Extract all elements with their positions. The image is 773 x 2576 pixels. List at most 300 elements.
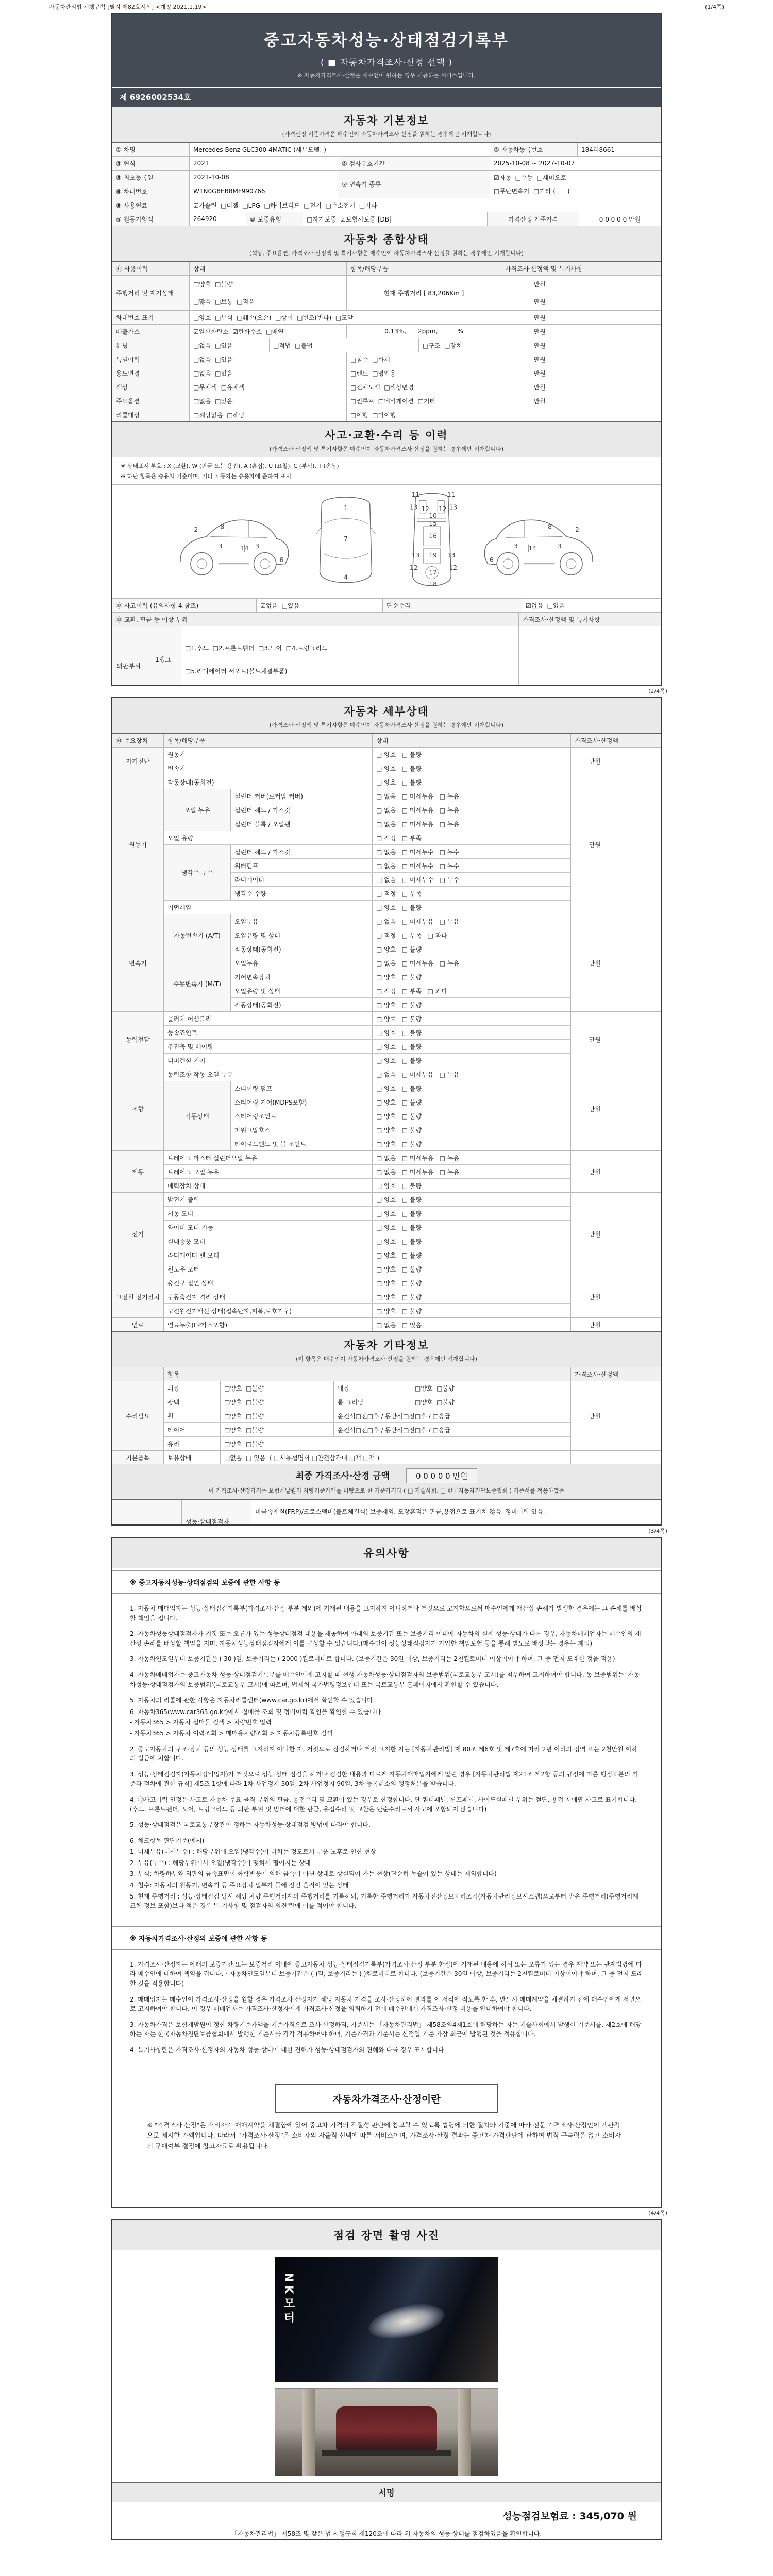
- inspection-period-value: 2025-10-08 ~ 2027-10-07: [494, 160, 575, 167]
- window-motor-state: □ 양호 □ 불량: [373, 1262, 571, 1276]
- detail-status-table: [112, 734, 661, 1331]
- emission-price: 만원: [501, 325, 578, 338]
- at-oil-leak-state: □ 없음 □ 미세누유 □ 누유: [373, 914, 571, 928]
- battery-isolation-state: □ 양호 □ 불량: [373, 1290, 571, 1303]
- notices-body-1: [112, 1597, 661, 1924]
- svg-text:2: 2: [194, 526, 198, 534]
- final-price-band: [112, 1464, 661, 1500]
- signature-lines: [112, 2526, 661, 2540]
- car-diagram-left-side: [171, 490, 294, 592]
- tire-position: 운전석□전□후 / 동반석□전□후 / □응급: [334, 1423, 571, 1436]
- selfdiag-engine-state: □ 양호 □ 불량: [373, 748, 571, 761]
- notice-1-4: 4. 자동차매매업자는 중고자동차 성능·상태점검기록부를 매수인에게 고지할 때 현행 자동차성능·상태점검자의 보증범위(국토교통부 고시)를 첨부하여 고지하여야 합니다. 동 보증범위는 '자동차성능·상태점검자의 보증범위'(국토교통부 고시)에 따르며, 법제처 국가법령정보센터 또는 국토교통부 홈페이지에서 확인할 수 있습니다.: [130, 1671, 640, 1688]
- tie-rod: 타이로드엔드 및 볼 조인트: [231, 1137, 373, 1150]
- sheet-page-3: [111, 1537, 662, 2208]
- accident-legend: [112, 457, 661, 485]
- special-history-label: 특별이력: [112, 352, 190, 366]
- engine-type-label: ⑨ 원동기형식: [112, 212, 190, 226]
- photos-title: 점검 장면 촬영 사진: [333, 2229, 440, 2242]
- notice-2: 2. 중고자동차의 구조·장치 등의 성능·상태를 고지하지 아니한 자, 거짓으로 점검하거나 거짓 고지한 자는 [자동차관리법] 제 80조 제6호 및 제7호에 따라 2년 이하의 징역 또는 2천만원 이하의 벌금에 처합니다.: [130, 1745, 637, 1762]
- selfdiag-trans-state: □ 양호 □ 불량: [373, 761, 571, 775]
- panel-repair-price: [519, 626, 578, 686]
- coolant-level: 냉각수 수량: [231, 887, 373, 900]
- vin-value: W1N0G8EB8MF990766: [190, 184, 338, 198]
- basic-items-remark: [571, 1451, 661, 1464]
- brake-booster: 배력장치 상태: [164, 1179, 373, 1192]
- mileage-state-2: □많음 □보통 □적음: [190, 293, 347, 310]
- special-history-price: 만원: [501, 352, 578, 366]
- title-band: [112, 14, 661, 87]
- notice-p2-3: 3. 자동차가격은 보험개발원이 정한 차량기준가액을 기준가격으로 조사·산정하되, 기준서는 「자동차관리법」 제58조의4제1호에 해당하는 자는 기술사회에서 발행한 기준서를, 제2호에 해당하는 자는 한국자동차진단보증협회에서 발행한 기준서를 각각 적용하여야 하며, 기준가격과 기준서는 산정일 기준 가장 최근에 발행된 것을 적용합니다.: [130, 2021, 642, 2038]
- mt-idle: 작동상태(공회전): [231, 998, 373, 1011]
- inspection-period-label: ④ 검사유효기간: [338, 157, 490, 170]
- tuning-label: 튜닝: [112, 338, 190, 352]
- usage-change-item: □렌트 □영업용: [347, 366, 501, 380]
- charge-port: 충전구 절연 상태: [164, 1276, 373, 1290]
- vin-mark-label: 차대번호 표기: [112, 311, 190, 324]
- svg-text:11: 11: [447, 491, 456, 499]
- starter-motor-state: □ 양호 □ 불량: [373, 1207, 571, 1220]
- steering-op-group: 작동상태: [164, 1081, 231, 1150]
- notices-body-2: [112, 1953, 661, 2069]
- options-remark: [578, 394, 661, 408]
- model-year-value: 2021: [190, 157, 338, 170]
- base-price-value: 0 0 0 0 0 만원: [599, 215, 641, 223]
- trans-group: 변속기: [112, 914, 164, 1011]
- car-diagram-bottom: [398, 490, 466, 592]
- hv-wiring: 고전원전기배선 상태(접속단자,피복,보호기구): [164, 1304, 373, 1317]
- differential-state: □ 양호 □ 불량: [373, 1054, 571, 1067]
- cool-cyl-head-state: □ 없음 □ 미세누수 □ 누수: [373, 845, 571, 858]
- other-col-item: 항목: [164, 1367, 571, 1381]
- page-meta: [49, 0, 724, 13]
- recall-remark: [501, 408, 661, 421]
- notice-6-4: 4. 침수: 자동차의 원동기, 변속기 등 주요장치 일부가 물에 잠긴 흔적이 있는 상태: [130, 1882, 349, 1889]
- power-hose: 파워고압호스: [231, 1123, 373, 1137]
- svg-text:3: 3: [255, 543, 260, 550]
- svg-text:6: 6: [490, 556, 494, 564]
- trans-remark: [619, 914, 661, 1011]
- exterior-state: □양호 □불량: [221, 1381, 334, 1395]
- vin-mark-remark: [578, 311, 661, 324]
- prop-shaft: 추진축 및 베어링: [164, 1040, 373, 1053]
- hv-group: 고전원 전기장치: [112, 1276, 164, 1317]
- oil-level-state: □ 적정 □ 부족: [373, 831, 571, 844]
- svg-text:6: 6: [279, 556, 284, 564]
- window-motor: 윈도우 모터: [164, 1262, 373, 1276]
- options-label: 주요옵션: [112, 394, 190, 408]
- svg-text:8: 8: [220, 523, 225, 531]
- cv-joint-state: □ 양호 □ 불량: [373, 1026, 571, 1039]
- basic-info-table: [112, 143, 661, 226]
- repair-remark: [619, 1381, 661, 1450]
- car-damage-diagrams: [112, 485, 661, 599]
- mt-group: 수동변속기 (M/T): [164, 956, 231, 1011]
- page-mark-2: (2/4쪽): [648, 688, 667, 694]
- other-info-table: [112, 1367, 661, 1464]
- emission-state: ☑일산화탄소 ☑탄화수소 □매연: [190, 325, 347, 338]
- cyl-cover-state: □ 없음 □ 미세누유 □ 누유: [373, 789, 571, 803]
- transmission-label: ⑦ 변속기 종류: [338, 171, 490, 198]
- special-history-remark: [578, 352, 661, 366]
- panel-repair-header-row: [112, 613, 661, 626]
- rank1-label: 1랭크: [145, 626, 181, 686]
- svg-text:14: 14: [241, 544, 249, 552]
- electric-group: 전기: [112, 1193, 164, 1276]
- trans-price: 만원: [571, 914, 619, 1011]
- page-number-1: (1/4쪽): [705, 4, 724, 10]
- inspection-photo-1: [275, 2257, 498, 2382]
- engine-type-value: 264920: [190, 212, 246, 226]
- selfdiag-remark: [619, 748, 661, 775]
- first-reg-value: 2021-10-08: [190, 171, 338, 184]
- hv-price: 만원: [571, 1276, 619, 1317]
- svg-text:11: 11: [411, 491, 420, 499]
- svg-text:12: 12: [410, 564, 418, 572]
- overall-status-table: [112, 262, 661, 421]
- notices-header: [112, 1538, 661, 1568]
- recall-state: □해당없음 □해당: [190, 408, 347, 421]
- brake-oil-state: □ 없음 □ 미세누유 □ 누유: [373, 1165, 571, 1178]
- price-definition-box: [133, 2076, 640, 2163]
- brake-price: 만원: [571, 1151, 619, 1192]
- price-definition-body: ※ "가격조사·산정"은 소비자가 매매계약을 체결함에 있어 중고차 가격의 적절성 판단에 참고할 수 있도록 법령에 의한 절차와 기준에 따라 전문 가격조사·산정인이 객관적으로 제시한 가액입니다. 따라서 "가격조사·산정"은 소비자의 자율적 선택에 따른 서비스이며, 가격조사·산정 결과는 중고차 가격판단에 관하여 법적 구속력은 없고 소비자의 구매여부 결정에 참고자료로 활용됩니다.: [147, 2121, 621, 2150]
- tie-rod-state: □ 양호 □ 불량: [373, 1137, 571, 1150]
- steering-gear-state: □ 양호 □ 불량: [373, 1095, 571, 1109]
- vin-mark-state: □양호 □부식 □훼손(오손) □상이 □변조(변타) □도말: [190, 311, 501, 324]
- hv-remark: [619, 1276, 661, 1317]
- notice-1-5: 5. 자동차의 리콜에 관한 사항은 자동차리콜센터(www.car.go.kr)에서 확인할 수 있습니다.: [130, 1697, 375, 1704]
- page-mark-4: (4/4쪽): [648, 2210, 667, 2216]
- page-mark-3: (3/4쪽): [648, 1528, 667, 1534]
- other-info-header: [112, 1331, 661, 1367]
- sheet-page-1: [111, 13, 662, 686]
- polish: 광택: [164, 1395, 221, 1409]
- passenger-car-note: ※ 하단 항목은 승용차 기준이며, 기타 자동차는 승용차에 준하여 표시: [121, 473, 292, 480]
- rank1-items: □1.후드 □2.프론트휀더 □3.도어 □4.트렁크리드 □5.라디에이터 서포트(볼트체결부품): [181, 626, 519, 686]
- powertrain-group: 동력전달: [112, 1012, 164, 1067]
- holding-status: 보유상태: [164, 1451, 221, 1464]
- radiator-state: □ 없음 □ 미세누수 □ 누수: [373, 873, 571, 886]
- coolant-level-state: □ 적정 □ 부족: [373, 887, 571, 900]
- overall-col-price: 가격조사·산정액 및 특기사항: [505, 265, 583, 273]
- detail-status-header: [112, 698, 661, 734]
- steering-gear: 스티어링 기어(MDPS포함): [231, 1095, 373, 1109]
- steering-group: 조향: [112, 1067, 164, 1150]
- at-oil-state-state: □ 적정 □ 부족 □ 과다: [373, 928, 571, 942]
- basic-info-header: [112, 107, 661, 143]
- engine-idle-state: □ 양호 □ 불량: [373, 775, 571, 789]
- insurance-fee: 성능점검보험료 : 345,070 원: [502, 2511, 637, 2522]
- transmission-checkboxes-1: ☑자동 □수동 □세미오토: [494, 174, 567, 181]
- form-title: 중고자동차성능·상태점검기록부: [263, 31, 510, 50]
- final-price-value: 0 0 0 0 0 만원: [406, 1468, 478, 1483]
- svg-text:12: 12: [449, 564, 458, 572]
- svg-text:2: 2: [575, 526, 579, 534]
- wiper-motor-state: □ 양호 □ 불량: [373, 1221, 571, 1234]
- fuel-label: ⑧ 사용연료: [112, 198, 190, 212]
- svg-text:18: 18: [429, 580, 437, 588]
- at-oil-leak: 오일누유: [231, 914, 373, 928]
- other-info-title: 자동차 기타정보: [344, 1339, 429, 1351]
- hv-wiring-state: □ 양호 □ 불량: [373, 1304, 571, 1317]
- electric-remark: [619, 1193, 661, 1276]
- lift-post-left: [302, 2389, 315, 2476]
- notice-1-6a: - 자동차365 > 자동차 실매물 검색 > 차량번호 입력: [130, 1719, 272, 1726]
- engine-oil-leak-group: 오일 누유: [164, 789, 231, 831]
- notices-section1-title: ※ 중고자동차성능·상태점검의 보증에 관한 사항 등: [112, 1570, 661, 1594]
- usage-change-price: 만원: [501, 366, 578, 380]
- other-col-blank: [112, 1367, 164, 1381]
- notice-p2-2: 2. 매매업자는 매수인이 가격조사·산정을 원할 경우 가격조사·산정자가 해당 자동차 가격을 조사·산정하여 결과를 이 서식에 적도록 한 후, 반드시 매매계약을 체결하기 전에 매수인에게 서면으로 고지하여야 합니다. 이 경우 매매업자는 가격조사·산정자에게 가격조사·산정을 의뢰하기 전에 매수인에게 가격조사·산정 비용을 안내하여야 합니다.: [130, 1995, 641, 2013]
- cyl-cover: 실린더 커버(로커암 커버): [231, 789, 373, 803]
- common-rail-state: □ 양호 □ 불량: [373, 901, 571, 914]
- emission-label: 배출가스: [112, 325, 190, 338]
- fuel-remark: [619, 1318, 661, 1331]
- car-on-lift: [336, 2406, 437, 2451]
- exterior: 외장: [164, 1381, 221, 1395]
- overall-status-note: (색상, 주요옵션, 가격조사·산정액 및 특기사항은 매수인이 자동차가격조사·산정을 원하는 경우에만 기재합니다): [249, 250, 524, 257]
- powertrain-remark: [619, 1012, 661, 1067]
- room-cleaning-state: □양호 □불량: [411, 1395, 571, 1409]
- power-hose-state: □ 양호 □ 불량: [373, 1123, 571, 1137]
- at-oil-state: 오일유량 및 상태: [231, 928, 373, 942]
- notice-p2-4: 4. 특기사항란은 가격조사·산정자의 자동차 성능·상태에 대한 견해가 성능·상태점검자의 견해와 다를 경우 표시합니다.: [130, 2046, 446, 2054]
- transmission-checkboxes-2: □무단변속기 □기타 ( ): [494, 188, 570, 195]
- polish-state: □양호 □불량: [221, 1395, 334, 1409]
- mt-gearshift-state: □ 양호 □ 불량: [373, 970, 571, 984]
- basic-info-note: (가격산정 기준가격은 매수인이 자동차가격조사·산정을 원하는 경우에만 기재합니다): [282, 131, 491, 138]
- engine-remark: [619, 775, 661, 914]
- outer-panel-group: 외판부위: [112, 626, 145, 686]
- steering-price: 만원: [571, 1067, 619, 1150]
- car-diagram-top: [307, 490, 384, 592]
- at-group: 자동변속기 (A/T): [164, 914, 231, 956]
- svg-text:10: 10: [429, 512, 437, 520]
- clutch-state: □ 양호 □ 불량: [373, 1012, 571, 1025]
- color-item: □전체도색 □색상변경: [347, 380, 501, 394]
- accident-history-row: [112, 599, 661, 613]
- overall-status-title: 자동차 종합상태: [344, 233, 429, 246]
- blower-motor: 실내송풍 모터: [164, 1234, 373, 1248]
- cyl-head-state: □ 없음 □ 미세누유 □ 누유: [373, 803, 571, 817]
- selfdiag-engine: 원동기: [164, 748, 373, 761]
- inspector-remark-label: 성능·상태점검자: [182, 1500, 251, 1526]
- final-price-label: 최종 가격조사·산정 금액: [295, 1471, 390, 1481]
- svg-text:13: 13: [447, 551, 456, 559]
- selfdiag-trans: 변속기: [164, 761, 373, 775]
- room-cleaning: 룸 크리닝: [334, 1395, 411, 1409]
- brake-group: 제동: [112, 1151, 164, 1192]
- notice-p2-1: 1. 가격조사·산정자는 아래의 보증기간 또는 보증거리 이내에 중고자동차 성능·상태점검기록부(가격조사·산정 부분 한정)에 기재된 내용에 허위 또는 오류가 있는 경우 계약 또는 관계법령에 따라 매수인에 대하여 책임을 집니다. · 자동차인도일부터 보증기간은 ( )일, 보증거리는 ( )킬로미터로 합니다. (보증기간은 30일 이상, 보증거리는 2천킬로미터 이상이어야 하며, 그 중 먼저 도래한 것을 적용합니다): [130, 1960, 643, 1988]
- steering-remark: [619, 1067, 661, 1150]
- water-pump-state: □ 없음 □ 미세누수 □ 누수: [373, 859, 571, 872]
- mt-oil-state: 오일유량 및 상태: [231, 984, 373, 997]
- usage-change-state: □없음 □있음: [190, 366, 347, 380]
- tire: 타이어: [164, 1423, 221, 1436]
- svg-text:7: 7: [344, 535, 348, 543]
- notice-1-2: 2. 자동차성능상태점검자가 거짓 또는 오류가 있는 성능상태점검 내용을 제공하여 아래의 보증기간 또는 보증거리 이내에 자동차의 실제 성능·상태가 다른 경우, 자동차매매업자는 매수인의 재산상 손해를 배상할 책임을 지며, 자동차성능상태점검자에게 이를 구상할 수 있습니다.(매수인이 성능상태점검자가 가입한 책임보험 등을 통해 별도로 배상받는 경우는 제외): [130, 1630, 641, 1647]
- engine-group: 원동기: [112, 775, 164, 914]
- fuel-checkboxes: ☑가솔린 □디젤 □LPG □하이브리드 □전기 □수소전기 □기타: [193, 201, 377, 209]
- tuning-item-2: □구조 □장치: [419, 338, 501, 352]
- mileage-remark: [578, 276, 661, 310]
- tuning-remark: [578, 338, 661, 352]
- notice-6: 6. 체크항목 판단기준(예시): [130, 1837, 205, 1844]
- svg-text:1: 1: [344, 504, 348, 512]
- brake-remark: [619, 1151, 661, 1192]
- notice-1-3: 3. 자동차인도일부터 보증기간은 ( 30 )일, 보증거리는 ( 2000 )킬로미터로 합니다. (보증기간은 30일 이상, 보증거리는 2천킬로미터 이상이어야 하며, 그 중 먼저 도래한 것을 적용): [130, 1655, 615, 1663]
- charge-port-state: □ 양호 □ 불량: [373, 1276, 571, 1290]
- options-price: 만원: [501, 394, 578, 408]
- steering-oil-leak: 동력조향 작동 오일 누유: [164, 1067, 373, 1081]
- price-definition-title: 자동차가격조사·산정이란: [275, 2084, 498, 2113]
- svg-text:3: 3: [514, 543, 518, 550]
- detail-status-title: 자동차 세부상태: [344, 705, 429, 718]
- svg-text:8: 8: [548, 523, 552, 531]
- water-pump: 워터펌프: [231, 859, 373, 872]
- basic-info-title: 자동차 기본정보: [344, 114, 429, 127]
- detail-col-device: ⑭ 주요장치: [112, 734, 164, 747]
- accident-history-state: ☑없음 □있음: [257, 599, 383, 612]
- other-info-note: (이 항목은 매수인이 자동차가격조사·산정을 원하는 경우에만 기재합니다): [296, 1355, 477, 1362]
- detail-status-note: (가격조사·산정액 및 특기사항은 매수인이 자동차가격조사·산정을 원하는 경우에만 기재합니다): [269, 722, 504, 728]
- coolant-leak-group: 냉각수 누수: [164, 845, 231, 900]
- svg-text:12: 12: [439, 505, 447, 513]
- steering-oil-leak-state: □ 없음 □ 미세누유 □ 누유: [373, 1067, 571, 1081]
- svg-text:19: 19: [429, 551, 437, 559]
- notice-3: 3. 성능·상태점검자(자동차정비업자)가 거짓으로 성능·상태 점검을 하거나 점검한 내용과 다르게 자동차매매업자에게 알린 경우 [자동차관리법 제21조 제2항 등의 규정에 따른 행정처분의 기준과 절차에 관한 규칙] 제5조 1항에 따라 1차 사업정지 30일, 2차 사업정지 90일, 3차 등록취소의 행정처분을 받습니다.: [130, 1770, 638, 1788]
- overall-col-usage: ⑪ 사용이력: [112, 262, 190, 275]
- wheel-position: 운전석□전□후 / 동반석□전□후 / □응급: [334, 1409, 571, 1422]
- simple-repair-state: ☑없음 □있음: [526, 602, 565, 609]
- tuning-price: 만원: [501, 338, 578, 352]
- clutch: 클러치 어셈블리: [164, 1012, 373, 1025]
- emission-values: 0.13%, 2ppm, %: [347, 325, 501, 338]
- panel-repair-label: ⑬ 교환, 판금 등 이상 부위: [112, 613, 519, 626]
- other-col-price: 가격조사·산정액: [575, 1370, 618, 1378]
- usage-change-label: 용도변경: [112, 366, 190, 380]
- sheet-page-4: [111, 2219, 662, 2540]
- alternator-state: □ 양호 □ 불량: [373, 1193, 571, 1206]
- brake-oil: 브레이크 오일 누유: [164, 1165, 373, 1178]
- accident-history-note: (가격조사·산정액 및 특기사항은 매수인이 자동차가격조사·산정을 원하는 경우에만 기재합니다): [269, 446, 504, 452]
- fuel-price: 만원: [571, 1318, 619, 1331]
- radiator: 라디에이터: [231, 873, 373, 886]
- panel-repair-price-col: 가격조사·산정액 및 특기사항: [523, 616, 600, 623]
- vin-mark-price: 만원: [501, 311, 578, 324]
- detail-col-state: 상태: [373, 734, 571, 747]
- steering-joint-state: □ 양호 □ 불량: [373, 1109, 571, 1123]
- battery-isolation: 구동축전지 격리 상태: [164, 1290, 373, 1303]
- tuning-item-1: □적법 □불법: [270, 338, 419, 352]
- mileage-price-1: 만원: [501, 276, 578, 293]
- recall-item: □이행 □미이행: [347, 408, 501, 421]
- mileage-label: 주행거리 및 계기상태: [112, 276, 190, 310]
- starter-motor: 시동 모터: [164, 1207, 373, 1220]
- photos-header: [112, 2220, 661, 2250]
- svg-text:3: 3: [558, 543, 562, 550]
- reg-number-label: ② 자동차등록번호: [490, 143, 578, 156]
- steering-pump-state: □ 양호 □ 불량: [373, 1081, 571, 1095]
- overall-col-state: 상태: [190, 262, 347, 275]
- notice-6-3: 3. 부식: 차량하부와 외판의 금속표면이 화학반응에 의해 금속이 아닌 상태로 상실되어 가는 현상(단순히 녹슬어 있는 상태는 제외합니다): [130, 1870, 497, 1878]
- notices-section2-title: ※ 자동차가격조사·산정의 보증에 관한 사항 등: [112, 1926, 661, 1950]
- color-state: □무채색 □유채색: [190, 380, 347, 394]
- warranty-type-checkboxes: □자가보증 ☑보험사보증 [DB]: [303, 212, 488, 226]
- fuel-leak-state: □ 없음 □ 있음: [373, 1318, 571, 1331]
- notice-5: 5. 성능·상태점검은 국토교통부장관이 정하는 자동차성능·상태점검 방법에 따라야 합니다.: [130, 1821, 371, 1829]
- color-remark: [578, 380, 661, 394]
- at-idle: 작동상태(공회전): [231, 942, 373, 956]
- svg-text:15: 15: [429, 520, 437, 528]
- svg-text:13: 13: [449, 503, 458, 511]
- svg-text:12: 12: [421, 505, 429, 513]
- electric-price: 만원: [571, 1193, 619, 1276]
- interior: 내장: [334, 1381, 411, 1395]
- accident-history-header: [112, 421, 661, 457]
- base-price-label: 가격산정 기준가격: [488, 212, 579, 226]
- mt-oil-state-state: □ 적정 □ 부족 □ 과다: [373, 984, 571, 997]
- interior-state: □양호 □불량: [411, 1381, 571, 1395]
- fuel-group: 연료: [112, 1318, 164, 1331]
- wiper-motor: 와이퍼 모터 기능: [164, 1221, 373, 1234]
- steering-pump: 스티어링 펌프: [231, 1081, 373, 1095]
- cyl-head: 실린더 헤드 / 가스킷: [231, 803, 373, 817]
- master-cylinder-state: □ 없음 □ 미세누유 □ 누유: [373, 1151, 571, 1164]
- svg-text:13: 13: [410, 503, 418, 511]
- basic-items-group: 기본품목: [112, 1451, 164, 1464]
- svg-text:3: 3: [218, 543, 223, 550]
- detail-col-price: 가격조사·산정액: [575, 737, 618, 744]
- mt-gearshift: 기어변속장치: [231, 970, 373, 984]
- first-reg-label: ⑤ 최초등록일: [112, 171, 190, 184]
- special-history-state: □없음 □있음: [190, 352, 347, 366]
- mileage-state-1: □양호 □불량: [190, 276, 347, 293]
- svg-text:14: 14: [528, 544, 537, 552]
- repair-needed-group: 수리필요: [112, 1381, 164, 1450]
- notice-1-1: 1. 자동차 매매업자는 성능·상태점검기록부(가격조사·산정 부분 제외)에 기재된 내용을 고지하지 아니하거나 거짓으로 고지함으로써 매수인에게 재산상 손해가 발생한 경우에는 그 손해를 배상할 책임을 집니다.: [130, 1605, 642, 1622]
- master-cylinder: 브레이크 마스터 실린더오일 누유: [164, 1151, 373, 1164]
- current-mileage: 현재 주행거리 [ 83,206Km ]: [347, 276, 501, 310]
- remarks-label: [112, 1500, 182, 1526]
- lift-post-right: [458, 2389, 471, 2476]
- final-price-note: 이 가격조사·산정가격은 보험개발원의 차량기준가액을 바탕으로 한 기준가격과 ( □ 기술사회, □ 한국자동차진단보증협회 ) 기준서를 적용하였음: [208, 1487, 565, 1494]
- brake-booster-state: □ 양호 □ 불량: [373, 1179, 571, 1192]
- panel-repair-remark: [578, 626, 661, 686]
- svg-text:17: 17: [429, 569, 437, 577]
- svg-text:13: 13: [411, 551, 420, 559]
- cyl-block: 실린더 블록 / 오일팬: [231, 817, 373, 831]
- options-item: □썬루프 □네비게이션 □기타: [347, 394, 501, 408]
- oil-level: 오일 유량: [164, 831, 373, 844]
- radiator-fan-motor: 라디에이터 팬 모터: [164, 1248, 373, 1262]
- wheel: 휠: [164, 1409, 221, 1422]
- powertrain-price: 만원: [571, 1012, 619, 1067]
- selfdiag-group: 자기진단: [112, 748, 164, 775]
- inspector-remark-value: 비금속재질(FRP)/크로스멤버(볼트체결식) 보증제외. 도장흔적은 판금,용접으로 표기치 않음. 정비이력 있음.: [255, 1508, 545, 1515]
- form-reference: 자동차관리법 시행규칙 [별지 제82호서식] <개정 2021.1.19>: [49, 4, 207, 10]
- accident-history-title: 사고·교환·수리 등 이력: [325, 429, 448, 442]
- form-title-note: ※ 자동차가격조사·산정은 매수인이 원하는 경우 제공하는 서비스입니다.: [297, 72, 476, 79]
- glass: 유리: [164, 1437, 221, 1450]
- selfdiag-price: 만원: [571, 748, 619, 775]
- notices-title: 유의사항: [363, 1547, 410, 1560]
- model-year-label: ③ 연식: [112, 157, 190, 170]
- at-idle-state: □ 양호 □ 불량: [373, 942, 571, 956]
- engine-price: 만원: [571, 775, 619, 914]
- blower-motor-state: □ 양호 □ 불량: [373, 1234, 571, 1248]
